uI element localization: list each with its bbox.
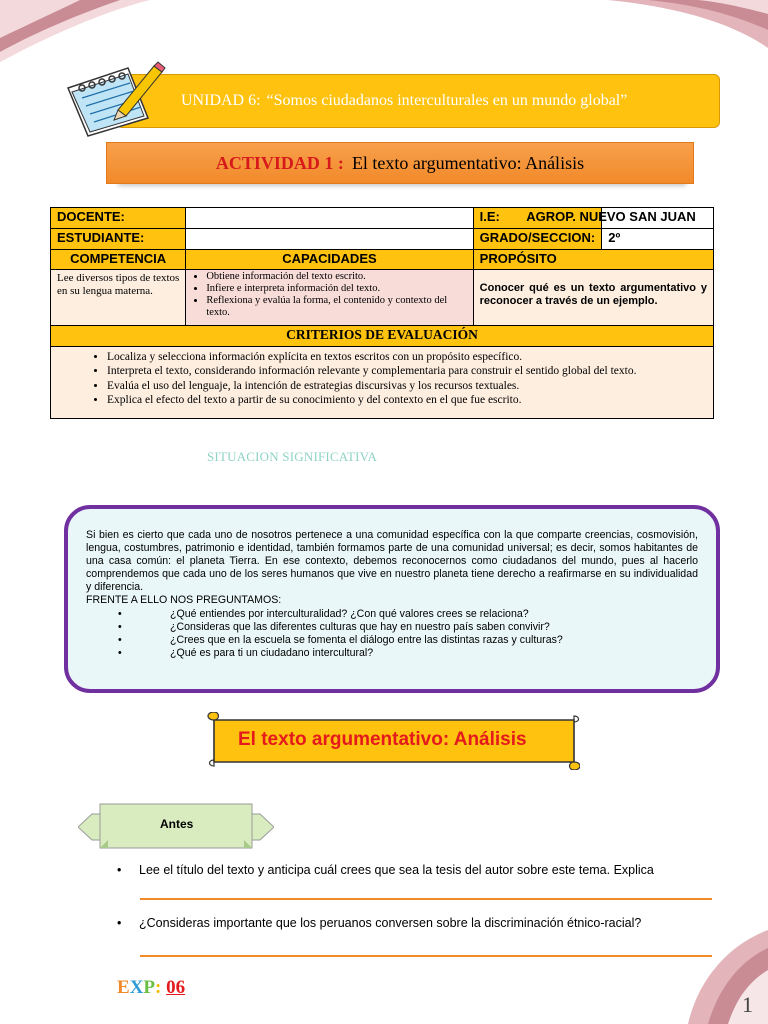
activity-info-table	[50, 207, 714, 419]
unit-label: UNIDAD 6:	[181, 92, 261, 109]
antes-label: Antes	[160, 817, 194, 831]
task-item: • ¿Consideras importante que los peruanos conversen sobre la discriminación étnico-racial?	[117, 916, 642, 930]
ie-value-text: AGROP. NUEVO SAN JUAN	[526, 209, 696, 224]
criterio-item: • Explica el efecto del texto a partir de su conocimiento y del contexto en el que fue escrito.	[107, 393, 705, 407]
section-banner-title: El texto argumentativo: Análisis	[238, 729, 527, 750]
exp-colon: :	[155, 977, 162, 998]
unit-banner	[116, 74, 720, 128]
criterio-item: • Interpreta el texto, considerando información relevante y complementaria para construir el sentido global del texto.	[107, 364, 705, 378]
estudiante-field[interactable]	[186, 229, 473, 250]
exp-letter-p: P	[143, 977, 156, 998]
question-text: ¿Crees que en la escuela se fomenta el diálogo entre las distintas razas y culturas?	[170, 633, 563, 646]
ie-value	[526, 208, 714, 229]
grado-label-text: GRADO/SECCION:	[479, 230, 596, 245]
ie-label: I.E:	[473, 208, 602, 229]
docente-field[interactable]	[186, 208, 473, 229]
top-right-corner-decoration	[608, 0, 768, 50]
situation-heading: SITUACION SIGNIFICATIVA	[207, 449, 378, 464]
task-text: ¿Consideras importante que los peruanos conversen sobre la discriminación étnico-racial?	[139, 916, 642, 930]
question-text: ¿Qué entiendes por interculturalidad? ¿Con qué valores crees se relaciona?	[170, 607, 529, 620]
question-item: • ¿Qué es para ti un ciudadano intercultural?	[118, 646, 374, 659]
page-number: 1	[742, 992, 753, 1017]
capacidad-item: • Reflexiona y evalúa la forma, el contenido y contexto del texto.	[206, 295, 466, 319]
capacidades-list	[186, 270, 473, 326]
question-text: ¿Qué es para ti un ciudadano intercultural?	[170, 646, 374, 659]
exp-letter-e: E	[117, 977, 130, 998]
situation-prompt: FRENTE A ELLO NOS PREGUNTAMOS:	[86, 594, 282, 607]
unit-title: “Somos ciudadanos interculturales en un mundo global”	[266, 92, 628, 109]
criterios-list	[51, 347, 714, 419]
situation-box	[64, 505, 720, 693]
question-text: ¿Consideras que las diferentes culturas que hay en nuestro país saben convivir?	[170, 620, 550, 633]
question-item: • ¿Crees que en la escuela se fomenta el diálogo entre las distintas razas y culturas?	[118, 633, 563, 646]
exp-code	[117, 977, 185, 999]
question-item: • ¿Consideras que las diferentes culturas que hay en nuestro país saben convivir?	[118, 620, 550, 633]
criterio-item: • Evalúa el uso del lenguaje, la intención de estrategias discursivas y los recursos textuales.	[107, 379, 705, 393]
criterio-item: • Localiza y selecciona información explícita en textos escritos con un propósito específico.	[107, 350, 705, 364]
answer-line[interactable]	[140, 955, 712, 957]
answer-line[interactable]	[140, 898, 712, 900]
docente-label: DOCENTE:	[51, 208, 186, 229]
exp-number: 06	[166, 977, 186, 998]
capacidades-header: CAPACIDADES	[186, 250, 473, 270]
estudiante-label: ESTUDIANTE:	[51, 229, 186, 250]
question-item: • ¿Qué entiendes por interculturalidad? ¿Con qué valores crees se relaciona?	[118, 607, 529, 620]
capacidad-item: • Infiere e interpreta información del texto.	[206, 283, 466, 295]
activity-label: ACTIVIDAD 1 :	[215, 152, 344, 173]
capacidad-item: • Obtiene información del texto escrito.	[206, 271, 466, 283]
competencia-text: Lee diversos tipos de textos en su lengua materna.	[51, 270, 186, 326]
criterios-header: CRITERIOS DE EVALUACIÓN	[51, 326, 714, 347]
task-item: • Lee el título del texto y anticipa cuál crees que sea la tesis del autor sobre este tema. Explica	[117, 863, 654, 877]
activity-bar	[106, 142, 694, 184]
competencia-header: COMPETENCIA	[51, 250, 186, 270]
grado-value: 2º	[602, 229, 714, 250]
activity-title: El texto argumentativo: Análisis	[351, 152, 585, 173]
proposito-header: PROPÓSITO	[473, 250, 713, 270]
notepad-pencil-icon	[58, 58, 168, 138]
situation-paragraph: Si bien es cierto que cada uno de nosotros pertenece a una comunidad específica con la que comparte creencias, cosmovisión, lengua, costumbres, patrimonio e identidad, también formamos parte de una comunidad universal; es decir, somos habitantes de una casa común: el planeta Tierra. En ese contexto, debemos reconocernos como ciudadanos del mundo, pues al hacerlo comprendemos que cada uno de los seres humanos que vive en nuestro planeta tiene derecho a reafirmarse en su individualidad y diferencia.	[86, 529, 698, 594]
exp-letter-x: X	[129, 977, 144, 998]
proposito-text: Conocer qué es un texto argumentativo y reconocer a través de un ejemplo.	[473, 270, 713, 326]
task-text: Lee el título del texto y anticipa cuál crees que sea la tesis del autor sobre este tema. Explica	[139, 863, 654, 877]
bottom-right-corner-decoration	[688, 930, 768, 1024]
grado-label	[473, 229, 602, 250]
